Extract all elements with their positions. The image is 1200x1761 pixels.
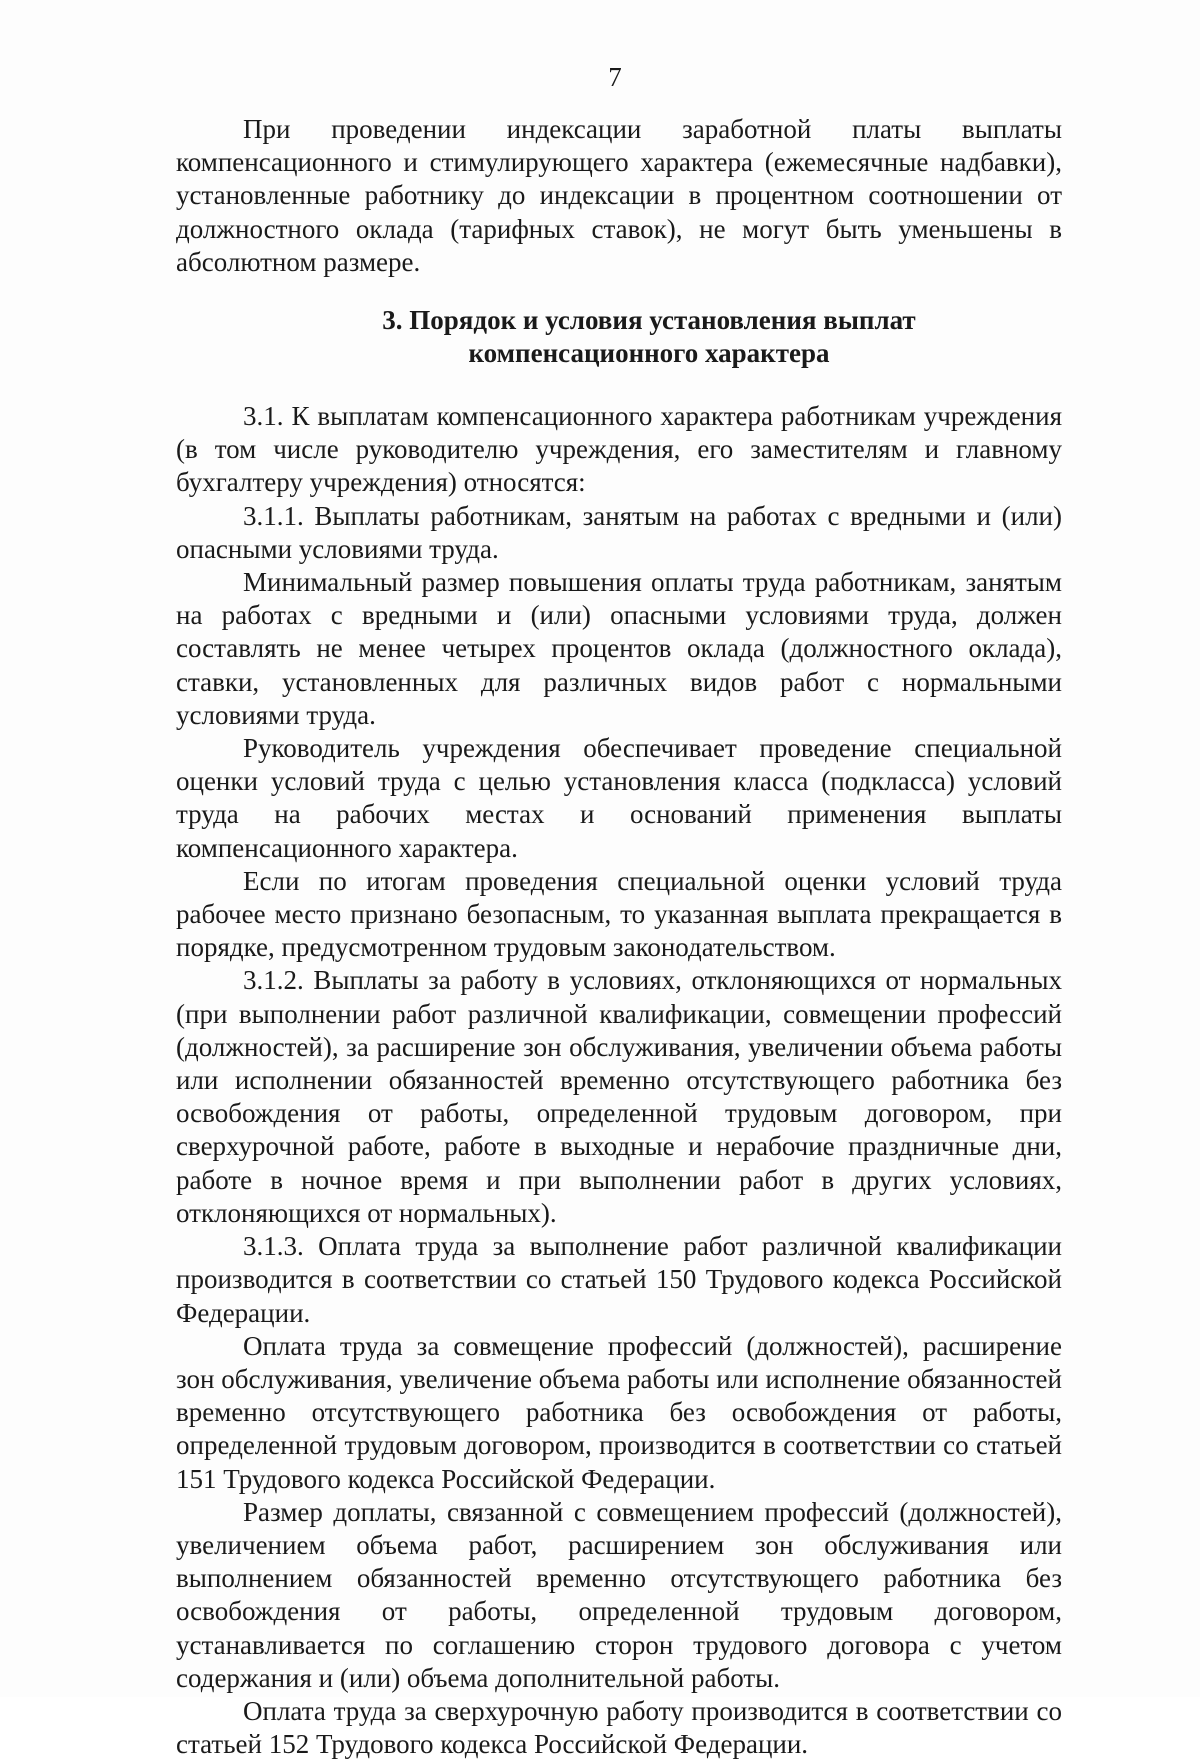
paragraph-3-1: 3.1. К выплатам компенсационного характера работникам учреждения (в том числе руководителю учреждения, его заместителям и главному бухгалтеру учреждения) относятся: (176, 401, 1062, 498)
page-number: 7 (608, 62, 622, 92)
document-body (176, 113, 1062, 1761)
paragraph-3-1-1: 3.1.1. Выплаты работникам, занятым на работах с вредными и (или) опасными условиями труда. (176, 500, 1062, 564)
paragraph-safe-workplace: Если по итогам проведения специальной оценки условий труда рабочее место признано безопасным, то указанная выплата прекращается в порядке, предусмотренном трудовым законодательством. (176, 865, 1062, 963)
section-title-line-2: компенсационного характера (468, 338, 830, 369)
paragraph-3-1-3: 3.1.3. Оплата труда за выполнение работ различной квалификации производится в соответствии со статьей 150 Трудового кодекса Российской Федерации. (176, 1231, 1062, 1328)
section-title-line-1: 3. Порядок и условия установления выплат (382, 305, 916, 336)
paragraph-additional-pay-size: Размер доплаты, связанной с совмещением профессий (должностей), увеличением объема работ, расширением зон обслуживания или выполнением обязанностей временно отсутствующего работника без освобождения от работы, определенной трудовым договором, устанавливается по соглашению сторон трудового договора с учетом содержания и (или) объема дополнительной работы. (176, 1496, 1062, 1693)
section-title (176, 304, 1062, 370)
paragraph-minimum-increase: Минимальный размер повышения оплаты труда работникам, занятым на работах с вредными и (или) опасными условиями труда, должен составлять не менее четырех процентов оклада (должностного оклада), ставки, установленных для различных видов работ с нормальными условиями труда. (176, 567, 1062, 730)
paragraph-special-assessment: Руководитель учреждения обеспечивает проведение специальной оценки условий труда с целью установления класса (подкласса) условий труда на рабочих местах и оснований применения выплаты компенсационного характера. (176, 733, 1062, 863)
intro-paragraph: При проведении индексации заработной платы выплаты компенсационного и стимулирующего характера (ежемесячные надбавки), установленные работнику до индексации в процентном соотношении от должностного оклада (тарифных ставок), не могут быть уменьшены в абсолютном размере. (176, 114, 1062, 277)
paragraph-combination-pay: Оплата труда за совмещение профессий (должностей), расширение зон обслуживания, увеличение объема работы или исполнение обязанностей временно отсутствующего работника без освобождения от работы, определенной трудовым договором, производится в соответствии со статьей 151 Трудового кодекса Российской Федерации. (176, 1330, 1062, 1494)
paragraph-overtime-pay: Оплата труда за сверхурочную работу производится в соответствии со статьей 152 Трудового кодекса Российской Федерации. (176, 1695, 1062, 1760)
paragraph-3-1-2: 3.1.2. Выплаты за работу в условиях, отклоняющихся от нормальных (при выполнении работ различной квалификации, совмещении профессий (должностей), за расширение зон обслуживания, увеличении объема работы или исполнении обязанностей временно отсутствующего работника без освобождения от работы, определенной трудовым договором, при сверхурочной работе, работе в выходные и нерабочие праздничные дни, работе в ночное время и при выполнении работ в других условиях, отклоняющихся от нормальных). (176, 965, 1062, 1228)
